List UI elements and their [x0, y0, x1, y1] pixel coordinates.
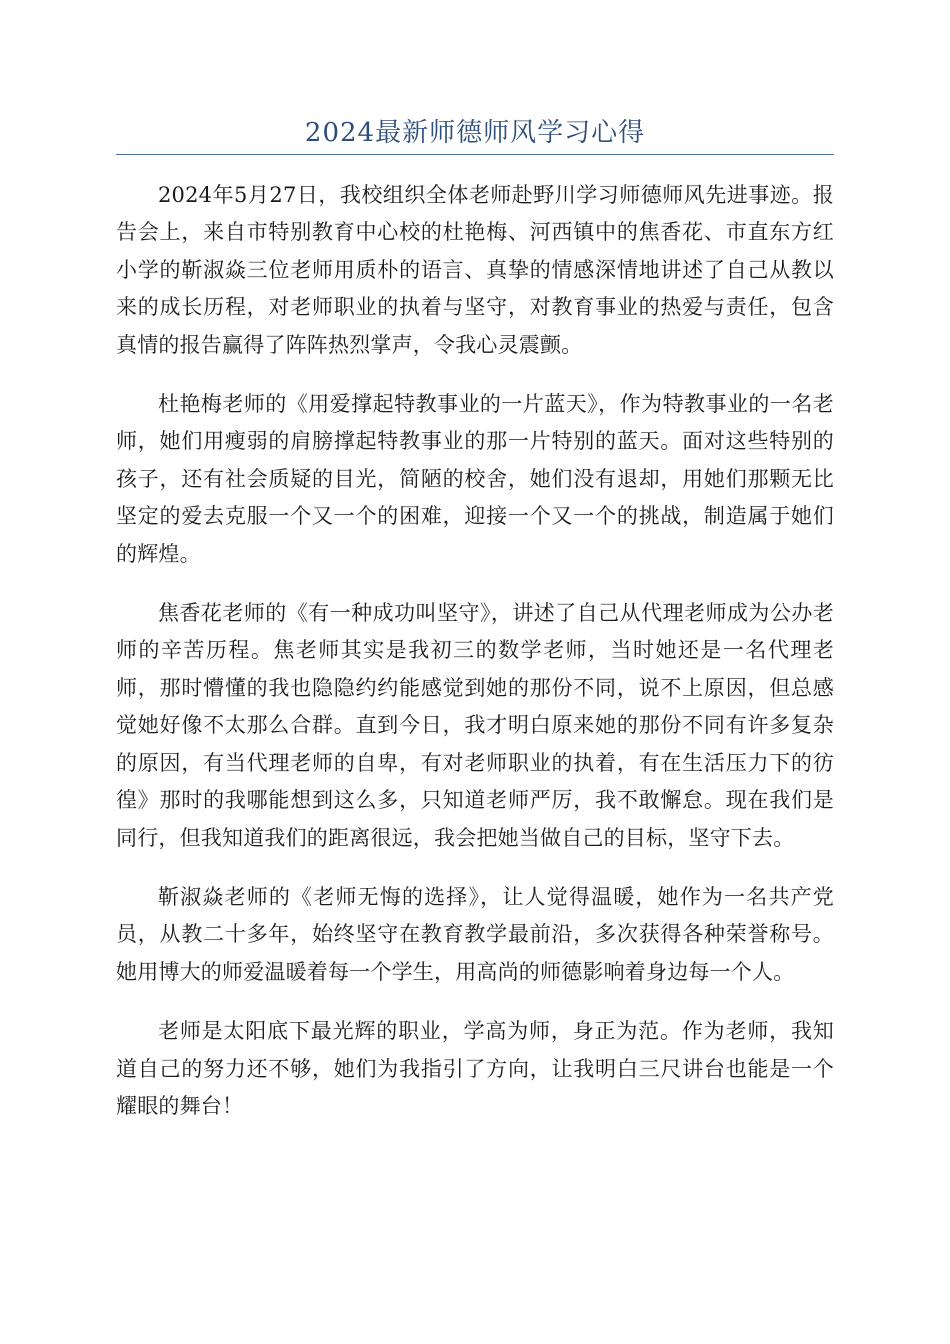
- title-underline: [116, 154, 834, 155]
- paragraph-3: 焦香花老师的《有一种成功叫坚守》，讲述了自己从代理老师成为公办老师的辛苦历程。焦老师其实是我初三的数学老师，当时她还是一名代理老师，那时懵懂的我也隐隐约约能感觉到她的那份不同，说不上原因，但总感觉她好像不太那么合群。直到今日，我才明白原来她的那份不同有许多复杂的原因，有当代理老师的自卑，有对老师职业的执着，有在生活压力下的彷徨》那时的我哪能想到这么多，只知道老师严厉，我不敢懈怠。现在我们是同行，但我知道我们的距离很远，我会把她当做自己的目标，坚守下去。: [116, 601, 834, 850]
- paragraph-2: 杜艳梅老师的《用爱撑起特教事业的一片蓝天》，作为特教事业的一名老师，她们用瘦弱的肩膀撑起特教事业的那一片特别的蓝天。面对这些特别的孩子，还有社会质疑的目光，简陋的校舍，她们没有退却，用她们那颗无比坚定的爱去克服一个又一个的困难，迎接一个又一个的挑战，制造属于她们的辉煌。: [116, 392, 834, 566]
- paragraph-1: 2024年5月27日，我校组织全体老师赴野川学习师德师风先进事迹。报告会上，来自市特别教育中心校的杜艳梅、河西镇中的焦香花、市直东方红小学的靳淑焱三位老师用质朴的语言、真挚的情感深情地讲述了自己从教以来的成长历程，对老师职业的执着与坚守，对教育事业的热爱与责任，包含真情的报告赢得了阵阵热烈掌声，令我心灵震颤。: [116, 183, 834, 357]
- document-title: 2024最新师德师风学习心得: [304, 118, 646, 148]
- paragraph-4: 靳淑焱老师的《老师无悔的选择》，让人觉得温暖，她作为一名共产党员，从教二十多年，始终坚守在教育教学最前沿，多次获得各种荣誉称号。她用博大的师爱温暖着每一个学生，用高尚的师德影响着身边每一个人。: [116, 884, 834, 984]
- document-body: [116, 177, 834, 1147]
- paragraph-5: 老师是太阳底下最光辉的职业，学高为师，身正为范。作为老师，我知道自己的努力还不够，她们为我指引了方向，让我明白三尺讲台也能是一个耀眼的舞台！: [116, 1019, 834, 1118]
